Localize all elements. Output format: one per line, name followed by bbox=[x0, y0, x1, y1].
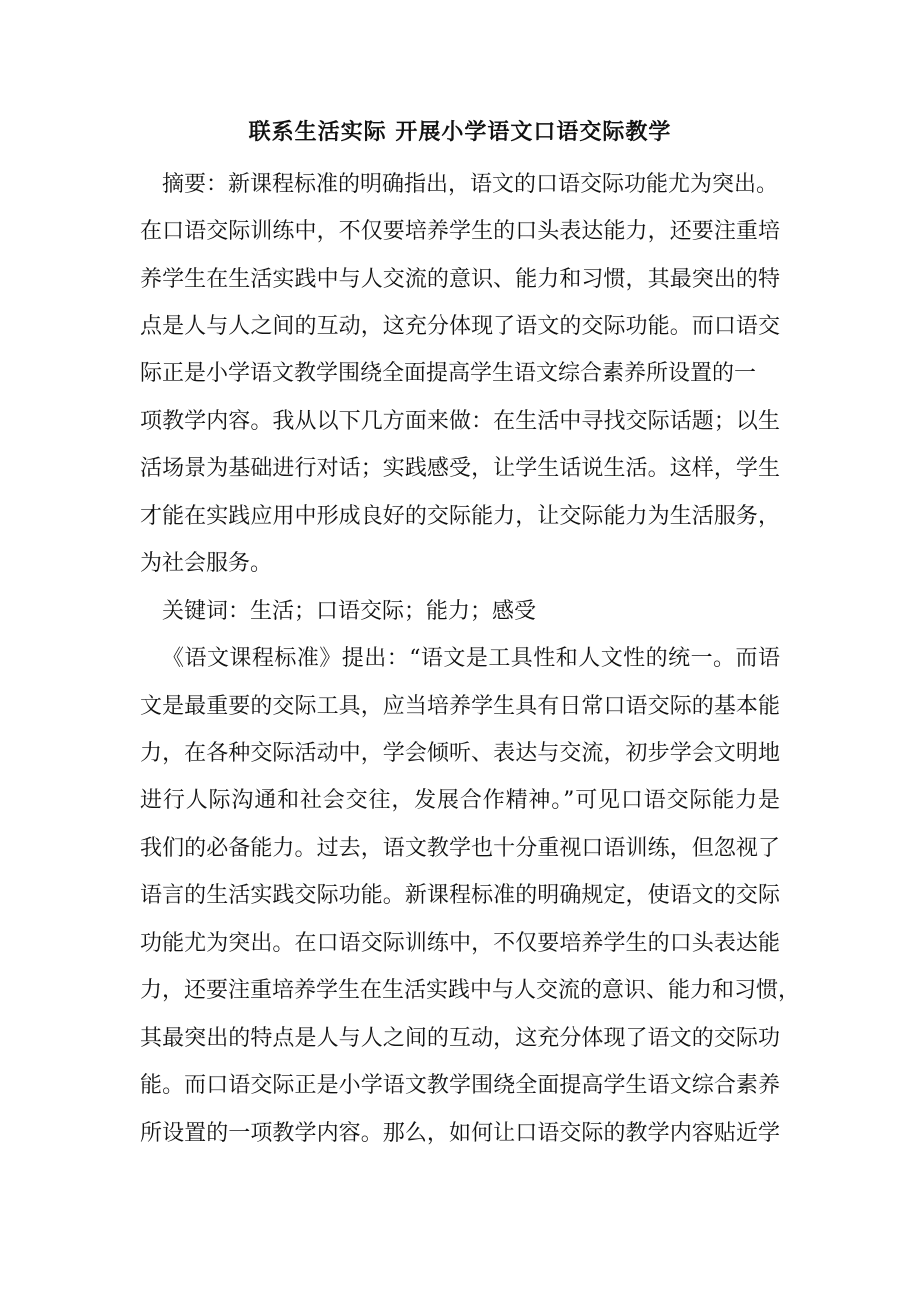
keywords-line: 关键词：生活；口语交际；能力；感受 bbox=[162, 599, 537, 624]
body-line: 功能尤为突出。在口语交际训练中，不仅要培养学生的口头表达能 bbox=[140, 931, 780, 956]
body-line: 进行人际沟通和社会交往，发展合作精神。”可见口语交际能力是 bbox=[140, 788, 780, 813]
body-line: 《语文课程标准》提出：“语文是工具性和人文性的统一。而语 bbox=[162, 646, 780, 671]
body-line: 其最突出的特点是人与人之间的互动，这充分体现了语文的交际功 bbox=[140, 1026, 780, 1051]
document-title: 联系生活实际 开展小学语文口语交际教学 bbox=[248, 120, 672, 145]
abstract-line: 在口语交际训练中，不仅要培养学生的口头表达能力，还要注重培 bbox=[140, 219, 780, 244]
abstract-line: 才能在实践应用中形成良好的交际能力，让交际能力为生活服务， bbox=[140, 504, 780, 529]
abstract-line: 摘要：新课程标准的明确指出，语文的口语交际功能尤为突出。 bbox=[162, 172, 779, 197]
abstract-line: 际正是小学语文教学围绕全面提高学生语文综合素养所设置的一 bbox=[140, 361, 757, 386]
abstract-line: 点是人与人之间的互动，这充分体现了语文的交际功能。而口语交 bbox=[140, 314, 780, 339]
abstract-line: 项教学内容。我从以下几方面来做：在生活中寻找交际话题；以生 bbox=[140, 409, 780, 434]
body-line: 能。而口语交际正是小学语文教学围绕全面提高学生语文综合素养 bbox=[140, 1073, 780, 1098]
abstract-line: 养学生在生活实践中与人交流的意识、能力和习惯，其最突出的特 bbox=[140, 267, 780, 292]
body-line: 力，还要注重培养学生在生活实践中与人交流的意识、能力和习惯， bbox=[140, 978, 801, 1003]
body-line: 我们的必备能力。过去，语文教学也十分重视口语训练，但忽视了 bbox=[140, 836, 780, 861]
body-line: 文是最重要的交际工具，应当培养学生具有日常口语交际的基本能 bbox=[140, 694, 780, 719]
body-line: 力，在各种交际活动中，学会倾听、表达与交流，初步学会文明地 bbox=[140, 741, 780, 766]
body-line: 语言的生活实践交际功能。新课程标准的明确规定，使语文的交际 bbox=[140, 883, 780, 908]
body-line: 所设置的一项教学内容。那么，如何让口语交际的教学内容贴近学 bbox=[140, 1121, 780, 1146]
abstract-line: 活场景为基础进行对话；实践感受，让学生话说生活。这样，学生 bbox=[140, 456, 780, 481]
abstract-line: 为社会服务。 bbox=[140, 551, 273, 576]
